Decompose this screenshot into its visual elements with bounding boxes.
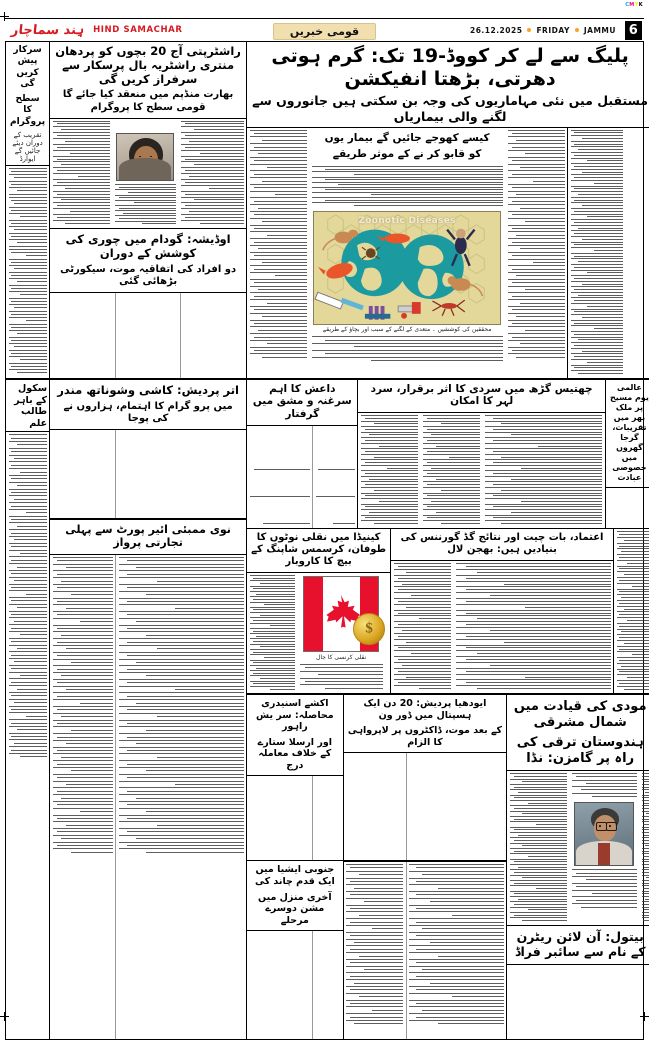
bhajanlal-story xyxy=(391,529,613,693)
left-lower-story xyxy=(6,380,49,1039)
pindra-col1 xyxy=(313,776,342,860)
lead-subheadline: مستقبل میں نئی مہاماریوں کی وجہ بن سکتی ہیں جانوروں سے لگنے والی بیماریاں xyxy=(252,93,649,124)
globe-graphic-icon xyxy=(314,212,500,322)
band4-mid-lower-col1 xyxy=(407,862,507,1039)
top-right-body xyxy=(568,128,625,378)
lead-body-row xyxy=(247,128,649,378)
band4-middle-lower-row xyxy=(344,862,507,1039)
president-award-kicker: تقریب کے دوران دیئے جائیں گے ایوارڈ xyxy=(12,130,43,163)
lead-deck-body xyxy=(309,163,505,209)
chhattisgarh-cold-story xyxy=(358,380,604,528)
pindra-col2 xyxy=(247,776,312,860)
moon-headline: جنوبی ایشیا میں ایک قدم چاند کی xyxy=(254,864,335,887)
nadda-photo-bottomtext xyxy=(569,867,639,925)
canada-body-row xyxy=(247,573,390,693)
band-two xyxy=(247,380,649,528)
up-kashi-col2 xyxy=(50,430,115,518)
right-band3-column xyxy=(614,529,649,693)
right-band3-body xyxy=(614,529,649,693)
up-kashi-headline: اتر پردیش: کاشی وشوناتھ مندر xyxy=(57,383,239,397)
nadda-photo-toptext xyxy=(569,771,639,801)
band4-middle-lower xyxy=(344,862,507,1039)
band4-middle-stack xyxy=(344,695,507,1039)
canada-figure-caption: نقلی کرنسی کا جال xyxy=(316,654,367,662)
masthead-logo-urdu[interactable]: ہِند سماچار xyxy=(10,22,85,38)
column-center-right xyxy=(247,42,649,1039)
president-award-col3 xyxy=(50,119,112,228)
masthead-logo-latin[interactable]: HIND SAMACHAR xyxy=(93,25,183,35)
pindra-headline: اکشے اسنیدری محاصلہ: سر یش راہور xyxy=(256,697,334,733)
nepal-col2 xyxy=(50,555,115,1039)
isis-arrest-headline: داعش کا اہم سرغنہ و مشق میں گرفتار xyxy=(252,382,352,421)
column-left-main xyxy=(50,42,246,1039)
up-kashi-body-row xyxy=(50,430,246,518)
canada-fake-notes-story xyxy=(247,529,390,693)
president-photo-bottomtext xyxy=(112,182,178,228)
canada-figure-wrap xyxy=(297,573,385,693)
ayurveda-story xyxy=(344,695,507,860)
right-mid-headline: عالمی یوم مسیح پر ملک بھر میں تقریبات، گرجا گھروں میں خصوصی عبادت xyxy=(610,382,649,482)
band4-right-stack xyxy=(507,695,649,1039)
nepal-flight-headline: نوی ممبئی ائیر پورٹ سے پہلی تجارتی پرواز xyxy=(65,523,231,550)
pindra-body-row xyxy=(247,776,342,860)
president-award-sub-tail: سطح کا پروگرام xyxy=(10,94,46,127)
betul-col3 xyxy=(507,964,572,1039)
pindra-story xyxy=(247,695,342,860)
top-right-column-story xyxy=(568,128,625,378)
moon-mission-story xyxy=(247,861,342,1039)
up-kashi-headline2: میں پرو گرام کا اہتمام، ہزاروں نے کی پوجا xyxy=(63,401,233,425)
modi-northeast-story xyxy=(507,695,649,925)
lead-package xyxy=(247,42,649,378)
up-kashi-col1 xyxy=(116,430,246,518)
cmyk-c: C xyxy=(625,2,630,8)
cmyk-k: K xyxy=(638,2,643,8)
president-portrait xyxy=(116,133,174,181)
odisha-godown-story xyxy=(50,229,246,378)
president-award-body-row xyxy=(50,119,246,228)
president-award-headline-tail: سرکار پیش کریں گی xyxy=(13,45,42,89)
isis-body-row xyxy=(247,426,357,528)
separator-dot-icon xyxy=(575,28,579,32)
ayurveda-body-row xyxy=(344,753,507,860)
band4-left-stack xyxy=(247,695,342,1039)
lead-col5 xyxy=(247,128,309,378)
isis-col2 xyxy=(247,426,312,528)
president-award-body-left xyxy=(6,166,49,378)
band4-mid-lower-col2 xyxy=(344,862,406,1039)
lead-center-package xyxy=(309,128,505,378)
lead-center-tail xyxy=(309,334,505,378)
president-award-col1 xyxy=(178,119,246,228)
band-three xyxy=(247,529,649,693)
ayurveda-headline2: کے بعد موت، ڈاکٹروں پر لاپرواہی کا الزام xyxy=(347,725,503,748)
nadda-photo-wrap xyxy=(569,771,639,925)
betul-col2 xyxy=(572,964,637,1039)
canada-figure-tail xyxy=(297,662,385,693)
chhattisgarh-body-row xyxy=(358,413,604,528)
bhajanlal-headline: اعتماد، بات چیت اور نتائج گڈ گورننس کی بنیادیں ہیں: بھجن لال xyxy=(400,532,604,556)
canada-headline: کینیڈا میں نقلی نوٹوں کا طوفان، کرسمس شاپنگ کے بیچ کا کاروبار xyxy=(251,532,386,568)
lead-deck-line2: کو قابو کر نے کے موثر طریقے xyxy=(332,148,482,161)
moon-col1 xyxy=(313,931,342,1039)
publication-edition: JAMMU xyxy=(583,25,616,35)
bhajanlal-col2 xyxy=(391,561,453,693)
cmyk-y: Y xyxy=(634,2,639,8)
isis-arrest-story xyxy=(247,380,357,528)
president-award-subheadline: بھارت منڈپم میں منعقد کیا جائے گا قومی سطح کا پروگرام xyxy=(62,89,234,113)
crop-mark-bottom-right xyxy=(640,1012,649,1021)
chhattisgarh-col1 xyxy=(482,413,604,528)
lead-headline: پلیگ سے لے کر کووڈ-19 تک: گرم ہوتی دھرتی، بڑھتا انفیکشن xyxy=(271,45,629,91)
president-award-headline: راشٹرپتی آج 20 بچوں کو پردھان منتری راشٹریہ بال پرسکار سے سرفراز کریں گی xyxy=(55,44,241,86)
nepal-col1 xyxy=(116,555,246,1039)
odisha-headline: اوڈیشہ: گودام میں چوری کی کوشش کے دوران xyxy=(65,232,231,261)
odisha-headline2: دو افراد کی اتفاقیہ موت، سیکورٹی بڑھائی گئی xyxy=(60,264,237,288)
page-body xyxy=(5,42,649,1040)
moon-col2 xyxy=(247,931,312,1039)
section-category-badge: قومی خبریں xyxy=(273,23,376,40)
lead-col1 xyxy=(505,128,567,378)
president-award-left-jump xyxy=(6,42,49,378)
publication-day: FRIDAY xyxy=(536,25,570,35)
bhajanlal-col1 xyxy=(453,561,613,693)
zoonotic-figure-caption: محققین کی کوششیں ۔ متعدی کے لگنے کے سبب اور بچاؤ کے طریقے xyxy=(322,326,492,334)
moon-body-row xyxy=(247,931,342,1039)
gold-coin-icon xyxy=(353,613,385,645)
flag-band-left xyxy=(304,577,323,651)
nadda-portrait xyxy=(574,802,634,866)
chhattisgarh-col2 xyxy=(420,413,482,528)
lead-deck-line1: کیسے کھوجے جائیں گے بیمار یوں xyxy=(324,131,490,144)
betul-headline: بیتول: آن لائن ریٹرن کے نام سے سائبر فراڈ xyxy=(514,929,646,960)
odisha-col2 xyxy=(116,293,180,378)
president-photo-toptext xyxy=(112,119,178,132)
ayurveda-col1 xyxy=(407,753,507,860)
masthead-meta xyxy=(470,21,644,40)
modi-body-row xyxy=(507,771,649,925)
odisha-col1 xyxy=(181,293,246,378)
zoonotic-figure-title: Zoonotic Diseases xyxy=(358,216,456,227)
bhajanlal-body-row xyxy=(391,561,613,693)
pindra-headline2: اور ارسلا ستارے کے خلاف معاملہ درج xyxy=(257,736,332,771)
cmyk-m: M xyxy=(629,2,635,8)
president-photo-wrap xyxy=(112,119,178,228)
chhattisgarh-col3 xyxy=(358,413,420,528)
publication-date: 26.12.2025 xyxy=(469,25,523,35)
betul-body-row xyxy=(507,964,649,1039)
betul-story xyxy=(507,926,649,1039)
odisha-col3 xyxy=(50,293,115,378)
left-lower-headline: سکول کے باہر طالب علم xyxy=(14,383,48,429)
column-far-left xyxy=(6,42,49,1039)
band-four xyxy=(247,695,649,1039)
nepal-flight-body-row xyxy=(50,555,246,1039)
modi-headline: مودی کی قیادت میں شمال مشرقی xyxy=(513,698,647,730)
masthead-bar xyxy=(5,18,644,42)
right-mid-story xyxy=(606,380,649,528)
up-kashi-story xyxy=(50,380,246,518)
crop-mark-bottom-left xyxy=(0,1012,9,1021)
odisha-body-row xyxy=(50,293,246,378)
zoonotic-diseases-illustration xyxy=(313,211,501,325)
ayurveda-col2 xyxy=(344,753,406,860)
canada-flag-coin-illustration xyxy=(303,576,379,652)
betul-col1 xyxy=(637,964,649,1039)
modi-col1 xyxy=(639,771,649,925)
moon-headline2: آخری منزل میں مشن دوسرے مرحلے xyxy=(258,891,332,926)
chhattisgarh-headline: چھتیس گڑھ میں سردی کا اثر برقرار، سرد لہر کا امکان xyxy=(370,382,593,408)
page-number-badge: 6 xyxy=(625,21,642,40)
canada-col2 xyxy=(247,573,297,693)
left-lower-body xyxy=(6,432,49,1039)
cmyk-registration-marks xyxy=(625,2,643,8)
ayurveda-headline: ایودھیا پردیش: 20 دن ایک ہسپتال میں ڈور ون xyxy=(363,697,487,721)
modi-col3 xyxy=(507,771,569,925)
isis-col1 xyxy=(313,426,357,528)
nepal-flight-story xyxy=(50,520,246,1039)
president-award-story xyxy=(50,42,246,228)
separator-dot-icon xyxy=(527,28,531,32)
modi-headline2: ہندوستان ترقی کی راہ پر گامزن: نڈا xyxy=(516,734,644,766)
right-mid-body xyxy=(606,487,649,528)
